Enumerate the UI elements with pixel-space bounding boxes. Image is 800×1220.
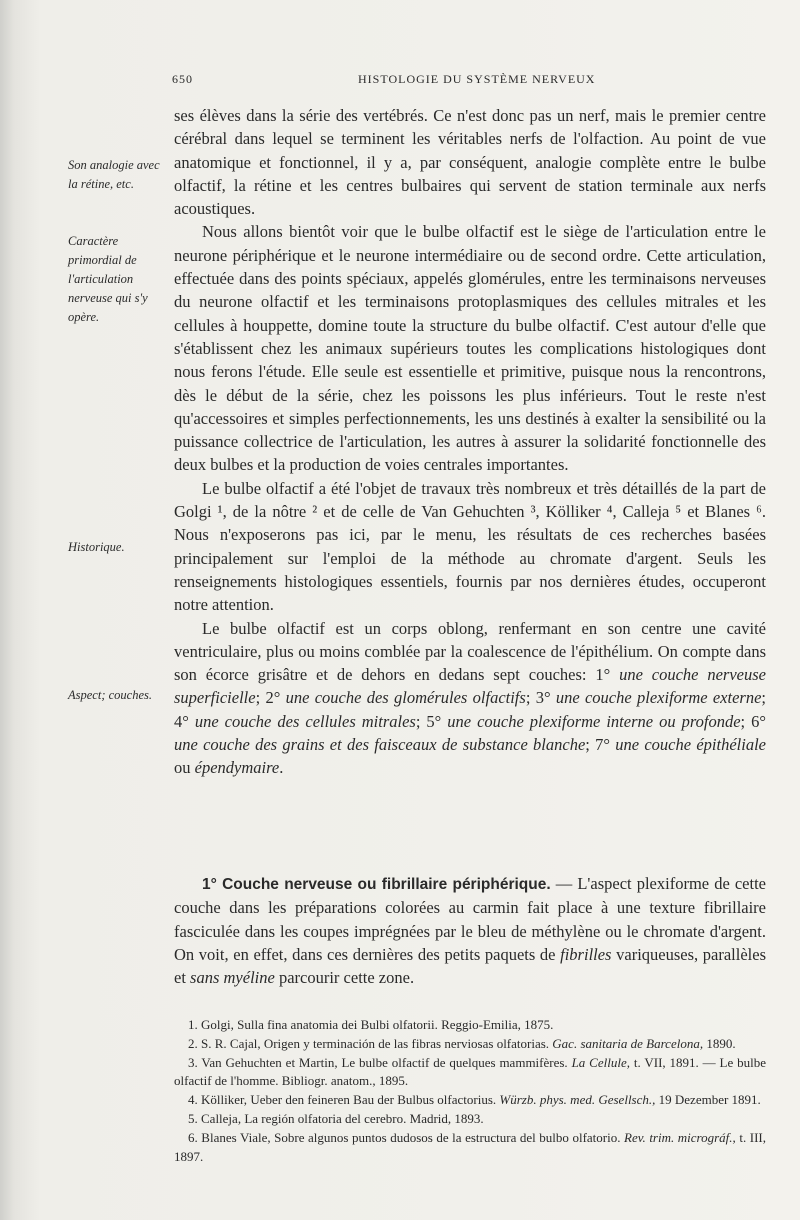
footnote: 1. Golgi, Sulla fina anatomia dei Bulbi olfatorii. Reggio-Emilia, 1875. [188,1017,554,1032]
margin-note-analogie: Son analogie avec la rétine, etc. [68,158,160,191]
layer-term: une couche des grains et des faisceaux de substance blanche [174,735,586,755]
page-number: 650 [172,72,193,86]
footnote: 6. Blanes Viale, Sobre algunos puntos dudosos de la estructura del bulbo olfatorio. Rev. trim. micrográf., t. III, 1897. [174,1129,766,1164]
section-couche-nerveuse: 1° Couche nerveuse ou fibrillaire périphérique. — L'aspect plexiforme de cette couche dans les préparations colorées au carmin fait place à une texture fibrillaire fasciculée dans les coupes imprégnées par le bleu de méthylène ou le chromate d'argent. On voit, en effet, dans ces dernières des petits paquets de fibrilles variqueuses, parallèles et sans myéline parcourir cette zone. [174,874,766,988]
layer-term: une couche des cellules mitrales [194,711,416,731]
layer-term: épendymaire [194,758,280,778]
footnote: 2. S. R. Cajal, Origen y terminación de las fibras nerviosas olfatorias. Gac. sanitaria de Barcelona, 1890. [188,1035,736,1051]
section-title: 1° Couche nerveuse ou fibrillaire périphérique. [202,876,551,893]
layer-term: une couche épithéliale [615,735,766,755]
layer-term: une couche plexiforme externe [555,688,762,708]
layer-term: une couche plexiforme interne ou profonde [447,711,741,731]
paragraph-layers: Le bulbe olfactif est un corps oblong, renfermant en son centre une cavité ventriculaire, plus ou moins comblée par la coalescence de l'épithélium. On compte dans son écorce grisâtre et de dehors en dedans sept couches: 1° une couche nerveuse superficielle; 2° une couche des glomérules olfactifs; 3° une couche plexiforme externe; 4° une couche des cellules mitrales; 5° une couche plexiforme interne ou profonde; 6° une couche des grains et des faisceaux de substance blanche; 7° une couche épithéliale ou épendymaire. [174,618,767,778]
page-header [0,72,800,92]
running-title: HISTOLOGIE DU SYSTÈME NERVEUX [358,72,596,86]
layer-term: une couche nerveuse superficielle [174,665,766,708]
margin-note-historique: Historique. [68,540,125,554]
paragraph: Nous allons bientôt voir que le bulbe olfactif est le siège de l'articulation entre le neurone périphérique et le neurone intermédiaire ou de second ordre. Cette articulation, effectuée dans des points spéciaux, appelés glomérules, entre les terminaisons nerveuses du neurone olfactif et les terminaisons protoplasmiques des cellules mitrales et les cellules à houppette, domine toute la structure du bulbe olfactif. C'est autour d'elle que s'établissent chez les animaux supérieurs toutes les complications histologiques dont nous ferons l'étude. Elle seule est essentielle et primitive, puisque nous la rencontrons, dès le début de la série, chez les poissons les plus inférieurs. Tout le reste n'est qu'accessoires et simples perfectionnements, les uns destinés à exalter la sensibilité ou la puissance collectrice de l'articulation, les autres à assurer la solidarité fonctionnelle des deux bulbes et la production de voies centrales importantes. [174,222,766,475]
margin-note-caractere: Caractère primordial de l'articulation nerveuse qui s'y opère. [68,234,148,324]
paragraph: ses élèves dans la série des vertébrés. Ce n'est donc pas un nerf, mais le premier centre cérébral dans lequel se terminent les véritables nerfs de l'olfaction. Au point de vue anatomique et fonctionnel, il y a, par conséquent, analogie complète entre le bulbe olfactif, la rétine et les centres bulbaires qui servent de station terminale aux nerfs acoustiques. [174,106,766,219]
footnote: 4. Kölliker, Ueber den feineren Bau der Bulbus olfactorius. Würzb. phys. med. Gesellsch., 19 Dezember 1891. [188,1092,761,1108]
layer-term: une couche des glomérules olfactifs [285,688,526,708]
paragraph: Le bulbe olfactif a été l'objet de travaux très nombreux et très détaillés de la part de Golgi ¹, de la nôtre ² et de celle de Van Gehuchten ³, Kölliker ⁴, Calleja ⁵ et Blanes ⁶. Nous n'exposerons pas ici, par le menu, les résultats de ces recherches basées principalement sur l'emploi de la méthode au chromate d'argent. Seuls les renseignements histologiques essentiels, fournis par nos dernières études, occuperont notre attention. [174,478,766,615]
footnote: 5. Calleja, La región olfatoria del cerebro. Madrid, 1893. [188,1110,484,1126]
footnotes [174,1016,766,1166]
main-text [174,104,766,780]
footnote: 3. Van Gehuchten et Martin, Le bulbe olfactif de quelques mammifères. La Cellule, t. VII, 1891. — Le bulbe olfactif de l'homme. Bibliogr. anatom., 1895. [174,1054,766,1089]
margin-note-aspect: Aspect; couches. [68,688,152,702]
